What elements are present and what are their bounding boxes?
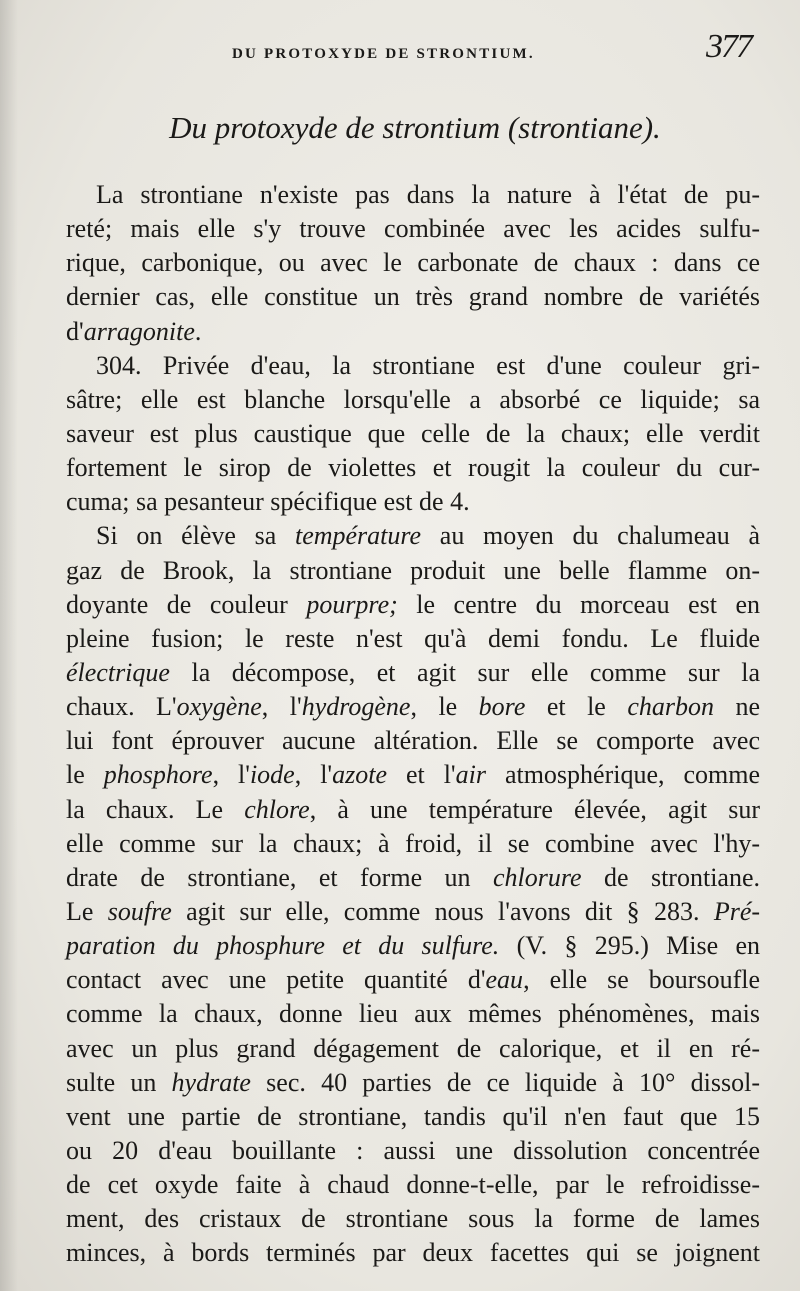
text-segment: fortement le sirop de violettes et rougit la couleur du cur- [66, 453, 760, 483]
text-segment: minces, à bords terminés par deux facettes qui se joignent [66, 1238, 760, 1268]
text-segment: ment, des cristaux de strontiane sous la forme de lames [66, 1204, 760, 1234]
italic-term: chlorure [492, 862, 582, 892]
text-segment: , l' [294, 760, 333, 790]
italic-term: température [294, 521, 422, 551]
text-line [66, 1100, 760, 1134]
text-segment: Le [66, 896, 108, 926]
italic-term: hydrogène [301, 692, 411, 722]
text-line [66, 1168, 760, 1202]
italic-term: oxygène [176, 692, 262, 722]
text-line [66, 1236, 760, 1270]
text-line [66, 315, 760, 349]
text-segment: la chaux. Le [66, 794, 245, 824]
italic-term: phosphore [103, 760, 213, 790]
text-line [66, 1032, 760, 1066]
text-segment: rique, carbonique, ou avec le carbonate de chaux : dans ce [66, 248, 760, 278]
text-segment: doyante de couleur [66, 589, 307, 619]
body-text [66, 178, 760, 1271]
text-segment: gaz de Brook, la strontiane produit une belle flamme on- [66, 555, 760, 585]
italic-term: Pré- [713, 896, 761, 926]
text-segment: chaux. L' [66, 692, 177, 722]
text-segment: cuma; sa pesanteur spécifique est de 4. [66, 487, 470, 517]
text-segment: , à une température élevée, agit sur [309, 794, 761, 824]
heading-italic: strontiane [518, 110, 643, 145]
text-segment: , le [410, 692, 479, 722]
text-line [66, 997, 760, 1031]
italic-term: hydrate [171, 1067, 251, 1097]
text-segment: d' [66, 316, 84, 346]
italic-term: chlore [244, 794, 310, 824]
text-segment: saveur est plus caustique que celle de la chaux; elle verdit [66, 418, 760, 448]
text-segment: le [66, 760, 104, 790]
text-line [66, 690, 760, 724]
text-segment: atmosphérique, comme [485, 760, 761, 790]
heading-text: Du protoxyde de strontium ( [169, 110, 519, 145]
italic-term: eau [485, 965, 524, 995]
text-segment: drate de strontiane, et forme un [66, 862, 493, 892]
text-line [66, 451, 760, 485]
italic-term: pourpre; [306, 589, 398, 619]
text-line [66, 656, 760, 690]
text-segment: le centre du morceau est en [397, 589, 760, 619]
italic-term: air [455, 760, 486, 790]
text-line [66, 929, 760, 963]
text-segment: sec. 40 parties de ce liquide à 10° dissol- [250, 1067, 760, 1097]
text-line [66, 1066, 760, 1100]
text-line [66, 588, 760, 622]
text-line [66, 485, 760, 519]
italic-term: arragonite [83, 316, 195, 346]
text-line [66, 1134, 760, 1168]
text-segment: . [194, 316, 202, 346]
page-gutter-shadow [0, 0, 18, 1291]
italic-term: paration du phosphure et du sulfure. [66, 931, 500, 961]
text-segment: lui font éprouver aucune altération. Elle se comporte avec [66, 726, 760, 756]
text-line [66, 622, 760, 656]
text-segment: ou 20 d'eau bouillante : aussi une dissolution concentrée [66, 1135, 760, 1165]
text-line [66, 383, 760, 417]
text-segment: La strontiane n'existe pas dans la nature à l'état de pu- [96, 180, 760, 209]
text-line [66, 827, 760, 861]
text-segment: avec un plus grand dégagement de calorique, et il en ré- [66, 1033, 760, 1063]
text-segment: de cet oxyde faite à chaud donne-t-elle, par le refroidisse- [66, 1170, 760, 1200]
text-segment: sâtre; elle est blanche lorsqu'elle a absorbé ce liquide; sa [66, 384, 760, 414]
italic-term: azote [332, 760, 387, 790]
text-segment: contact avec une petite quantité d' [66, 965, 486, 995]
text-segment: la décompose, et agit sur elle comme sur la [169, 657, 760, 687]
text-segment: et le [525, 692, 628, 722]
text-segment: ne [713, 692, 760, 722]
italic-term: soufre [107, 896, 172, 926]
text-line [66, 212, 760, 246]
section-heading [0, 110, 800, 146]
text-line [66, 724, 760, 758]
text-line [66, 793, 760, 827]
text-segment: , l' [261, 692, 302, 722]
text-segment: sulte un [66, 1067, 172, 1097]
text-segment: vent une partie de strontiane, tandis qu'il n'en faut que 15 [66, 1101, 760, 1131]
text-segment: au moyen du chalumeau à [421, 521, 761, 551]
text-segment: , l' [212, 760, 250, 790]
text-segment: dernier cas, elle constitue un très grand nombre de variétés [66, 282, 760, 312]
text-segment: de strontiane. [581, 862, 760, 892]
text-segment: 304. Privée d'eau, la strontiane est d'une couleur gri- [96, 350, 760, 380]
italic-term: bore [478, 692, 526, 722]
text-segment: reté; mais elle s'y trouve combinée avec les acides sulfu- [66, 214, 760, 244]
text-segment: et l' [387, 760, 456, 790]
text-line [66, 554, 760, 588]
italic-term: électrique [66, 657, 170, 687]
text-line [66, 963, 760, 997]
text-line [66, 1202, 760, 1236]
page-number: 377 [706, 28, 751, 65]
text-line [66, 861, 760, 895]
text-segment: comme la chaux, donne lieu aux mêmes phénomènes, mais [66, 999, 760, 1029]
text-segment: agit sur elle, comme nous l'avons dit § 283. [171, 896, 714, 926]
text-line [66, 519, 760, 553]
italic-term: charbon [627, 692, 714, 722]
text-line [66, 758, 760, 792]
text-segment: , elle se boursoufle [523, 965, 760, 995]
text-segment: pleine fusion; le reste n'est qu'à demi fondu. Le fluide [66, 623, 760, 653]
text-segment: Si on élève sa [96, 521, 295, 551]
text-line [66, 417, 760, 451]
text-line [66, 178, 760, 212]
text-line [66, 280, 760, 314]
italic-term: iode [249, 760, 295, 790]
text-segment: (V. § 295.) Mise en [499, 931, 760, 961]
text-line [66, 246, 760, 280]
text-segment: elle comme sur la chaux; à froid, il se combine avec l'hy- [66, 828, 760, 858]
heading-close: ). [642, 110, 661, 145]
text-line [66, 895, 760, 929]
text-line [66, 349, 760, 383]
running-head-title: DU PROTOXYDE DE STRONTIUM. [232, 46, 535, 62]
